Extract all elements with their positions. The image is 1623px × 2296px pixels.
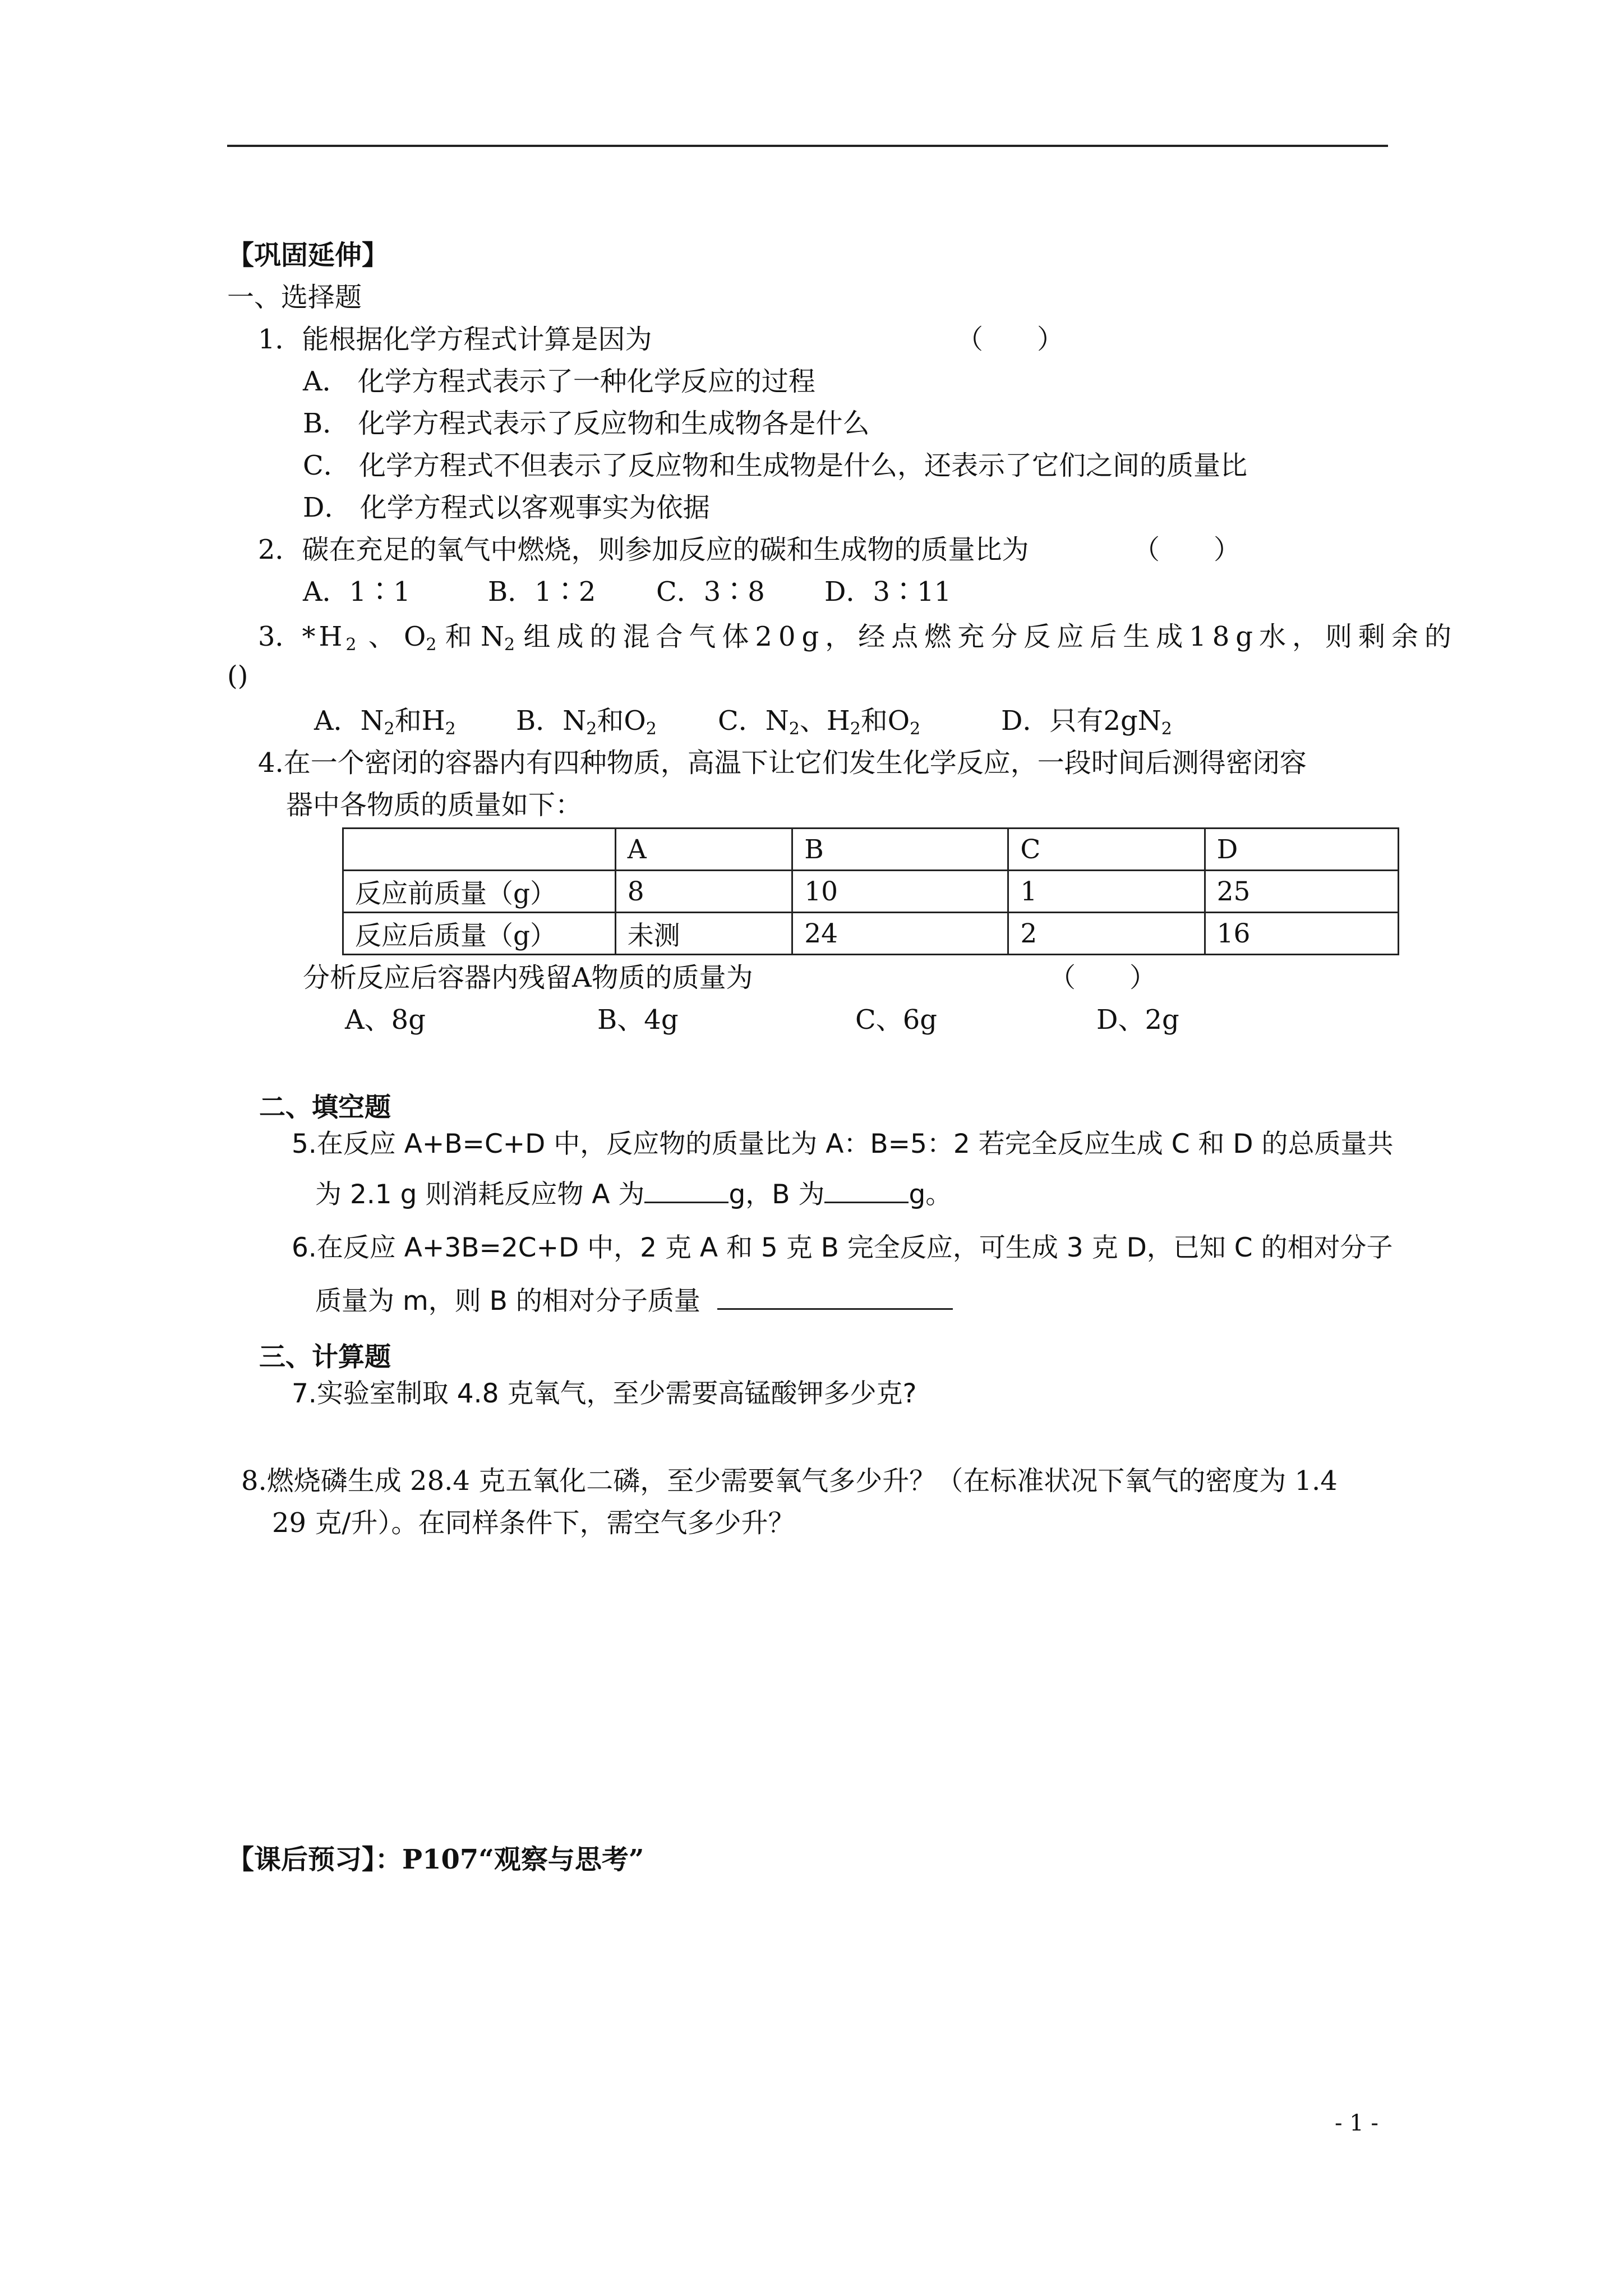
mass-table <box>342 827 1399 955</box>
section-choice-heading: 一、选择题 <box>227 282 362 313</box>
q2-option-b: B．1∶2 <box>488 576 596 608</box>
table-cell: A <box>615 829 792 871</box>
section-calc-heading: 三、计算题 <box>259 1342 391 1373</box>
table-header-row <box>343 829 1399 871</box>
preview-label: 【课后预习】： <box>227 1844 403 1875</box>
table-cell: 2 <box>1008 913 1205 955</box>
q1-option-a: A． 化学方程式表示了一种化学反应的过程 <box>303 366 815 397</box>
section-fill-heading: 二、填空题 <box>259 1092 391 1123</box>
table-cell: 24 <box>792 913 1008 955</box>
q4-stem-line2: 器中各物质的质量如下： <box>286 789 583 821</box>
q3-option-a: A．$N_2$和$H_2$ <box>314 705 456 739</box>
table-cell: 25 <box>1205 871 1398 913</box>
q6-blank[interactable] <box>717 1308 953 1310</box>
table-cell: 反应后质量（g） <box>343 913 616 955</box>
q5-blank-b[interactable] <box>824 1202 909 1203</box>
table-cell <box>343 829 616 871</box>
table-cell: 未测 <box>615 913 792 955</box>
preview-line <box>227 1843 644 1876</box>
table-cell: 反应前质量（g） <box>343 871 616 913</box>
q5-blank-a[interactable] <box>644 1202 728 1203</box>
page-number: - 1 - <box>1335 2110 1378 2136</box>
q3-stem: 3．$*H_2$ 、 $O_2$ 和 $N_2$ 组成的混合气体20g，经点燃充分反应后生成18g水，则剩余的 <box>258 621 1458 655</box>
q8-line1: 8.燃烧磷生成 28.4 克五氧化二磷，至少需要氧气多少升？（在标准状况下氧气的密度为 1.4 <box>241 1465 1338 1497</box>
q4-stem-line1: 4.在一个密闭的容器内有四种物质，高温下让它们发生化学反应，一段时间后测得密闭容 <box>258 747 1307 779</box>
table-cell: 8 <box>615 871 792 913</box>
q5-line1: 5.在反应 A+B=C+D 中，反应物的质量比为 A：B=5：2 若完全反应生成 C 和 D 的总质量共 <box>292 1129 1394 1159</box>
q6-line2: 质量为 m，则 B 的相对分子质量 <box>315 1285 953 1318</box>
table-cell: B <box>792 829 1008 871</box>
q3-option-d: D．只有$2gN_2$ <box>1001 705 1172 739</box>
q2-option-d: D．3∶11 <box>824 576 952 608</box>
table-cell: D <box>1205 829 1398 871</box>
preview-text: P107“观察与思考” <box>402 1844 644 1875</box>
q2-option-c: C．3∶8 <box>656 576 765 608</box>
q2-answer-bracket: （ ） <box>1133 534 1241 565</box>
q4-answer-bracket: （ ） <box>1049 962 1157 993</box>
q1-option-d: D． 化学方程式以客观事实为依据 <box>303 492 710 523</box>
q3-option-b: B．$N_2$和$O_2$ <box>516 705 657 739</box>
table-cell: 10 <box>792 871 1008 913</box>
table-cell: C <box>1008 829 1205 871</box>
q4-option-c: C、6g <box>855 1004 937 1036</box>
table-row <box>343 871 1399 913</box>
q1-option-c: C． 化学方程式不但表示了反应物和生成物是什么，还表示了它们之间的质量比 <box>303 450 1247 481</box>
q1-answer-bracket: （ ） <box>956 324 1064 355</box>
q7-text: 7.实验室制取 4.8 克氧气，至少需要高锰酸钾多少克? <box>292 1378 917 1409</box>
q4-option-b: B、4g <box>597 1004 679 1036</box>
section-consolidate-heading: 【巩固延伸】 <box>227 240 389 271</box>
q2-stem: 2．碳在充足的氧气中燃烧，则参加反应的碳和生成物的质量比为 <box>258 534 1029 565</box>
table-row <box>343 913 1399 955</box>
table-cell: 1 <box>1008 871 1205 913</box>
q5-line2: 为 2.1 g 则消耗反应物 A 为 g，B 为 g。 <box>315 1179 952 1210</box>
q4-option-d: D、2g <box>1096 1004 1179 1036</box>
table-cell: 16 <box>1205 913 1398 955</box>
q4-analysis: 分析反应后容器内残留A物质的质量为 <box>303 962 753 993</box>
q1-option-b: B． 化学方程式表示了反应物和生成物各是什么 <box>303 408 870 439</box>
q8-line2: 29 克/升）。在同样条件下，需空气多少升？ <box>272 1507 795 1539</box>
q3-answer-bracket: () <box>227 660 248 692</box>
q1-stem: 1．能根据化学方程式计算是因为 <box>258 324 652 355</box>
q4-option-a: A、8g <box>345 1004 426 1036</box>
header-rule <box>227 145 1388 147</box>
q2-option-a: A．1∶1 <box>303 576 411 608</box>
q3-option-c: C．$N_2$、$H_2$和$O_2$ <box>718 705 921 739</box>
q6-line1: 6.在反应 A+3B=2C+D 中，2 克 A 和 5 克 B 完全反应，可生成 3 克 D，已知 C 的相对分子 <box>292 1232 1393 1263</box>
